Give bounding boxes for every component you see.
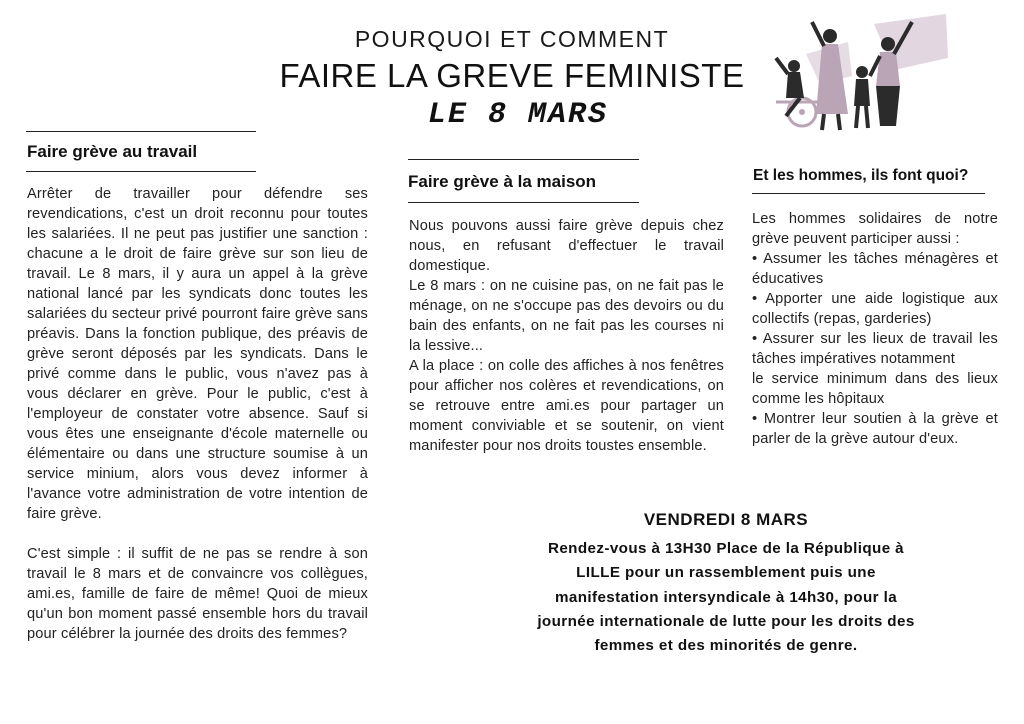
men-list-item: le service minimum dans des lieux comme les hôpitaux [752, 371, 998, 407]
men-list-item: • Montrer leur soutien à la grève et parler de la grève autour d'eux. [752, 411, 998, 447]
men-heading-rule [752, 193, 985, 194]
home-paragraph: A la place : on colle des affiches à nos fenêtres pour afficher nos colères et revendications, on se retrouve entre ami.es pour partager un moment conviviable et se soutenir, on vient manifester pour nos droits toustes ensemble. [409, 358, 724, 454]
page-title: FAIRE LA GREVE FEMINISTE [279, 57, 745, 94]
work-paragraph: Arrêter de travailler pour défendre ses revendications, c'est un droit reconnu pour toutes les salariées. Il ne peut pas justifier une sanction : chacune a le droit de faire grève sur son lieu de travail. Le 8 mars, il y aura un appel à la grève national lancé par les syndicats donc toutes les salariées du secteur privé pourront faire grève sans préavis. Dans la fonction publique, des préavis de grève seront déposés par les syndicats. Dans le privé comme dans le public, vous n'avez pas à vous déclarer en grève. Pour le public, c'est à l'employeur de constater votre absence. Sauf si vous êtes une enseignante d'école maternelle ou élémentaire ou dans une structure soumise à un service minium, alors vous devez informer à l'avance votre administration de votre intention de faire grève. [27, 186, 368, 522]
home-heading-rule-top [408, 159, 639, 160]
page-date: LE 8 MARS [428, 98, 609, 132]
work-heading: Faire grève au travail [27, 142, 198, 161]
men-text [752, 209, 998, 449]
protest-women-illustration-icon [762, 14, 952, 132]
men-list-item: • Assurer sur les lieux de travail les tâches impératives notamment [752, 331, 998, 367]
work-heading-rule-top [26, 131, 256, 132]
work-text [27, 184, 368, 644]
event-title: VENDREDI 8 MARS [643, 510, 809, 529]
home-heading: Faire grève à la maison [408, 172, 597, 191]
work-paragraph: C'est simple : il suffit de ne pas se rendre à son travail le 8 mars et de convaincre vos collègues, ami.es, famille de faire de même! Quoi de mieux qu'un bon moment passé ensemble hors du travail pour célébrer la journée des droits des femmes? [27, 546, 368, 642]
home-text [409, 216, 724, 456]
work-heading-rule-bottom [26, 171, 256, 172]
men-heading: Et les hommes, ils font quoi? [753, 167, 969, 184]
event-details: Rendez-vous à 13H30 Place de la République à LILLE pour un rassemblement puis une manifestation intersyndicale à 14h30, pour la journée internationale de lutte pour les droits des femmes et des minorités de genre. [537, 540, 915, 655]
men-intro: Les hommes solidaires de notre grève peuvent participer aussi : [752, 211, 998, 247]
home-heading-rule-bottom [408, 202, 639, 203]
home-paragraph: Le 8 mars : on ne cuisine pas, on ne fait pas le ménage, on ne s'occupe pas des devoirs ou du bain des enfants, on ne fait pas les courses ni la lessive... [409, 278, 724, 354]
home-paragraph: Nous pouvons aussi faire grève depuis chez nous, en refusant d'effectuer le travail domestique. [409, 218, 724, 274]
men-list-item: • Assumer les tâches ménagères et éducatives [752, 251, 998, 287]
men-list-item: • Apporter une aide logistique aux collectifs (repas, garderies) [752, 291, 998, 327]
page-subtitle: POURQUOI ET COMMENT [354, 26, 670, 52]
